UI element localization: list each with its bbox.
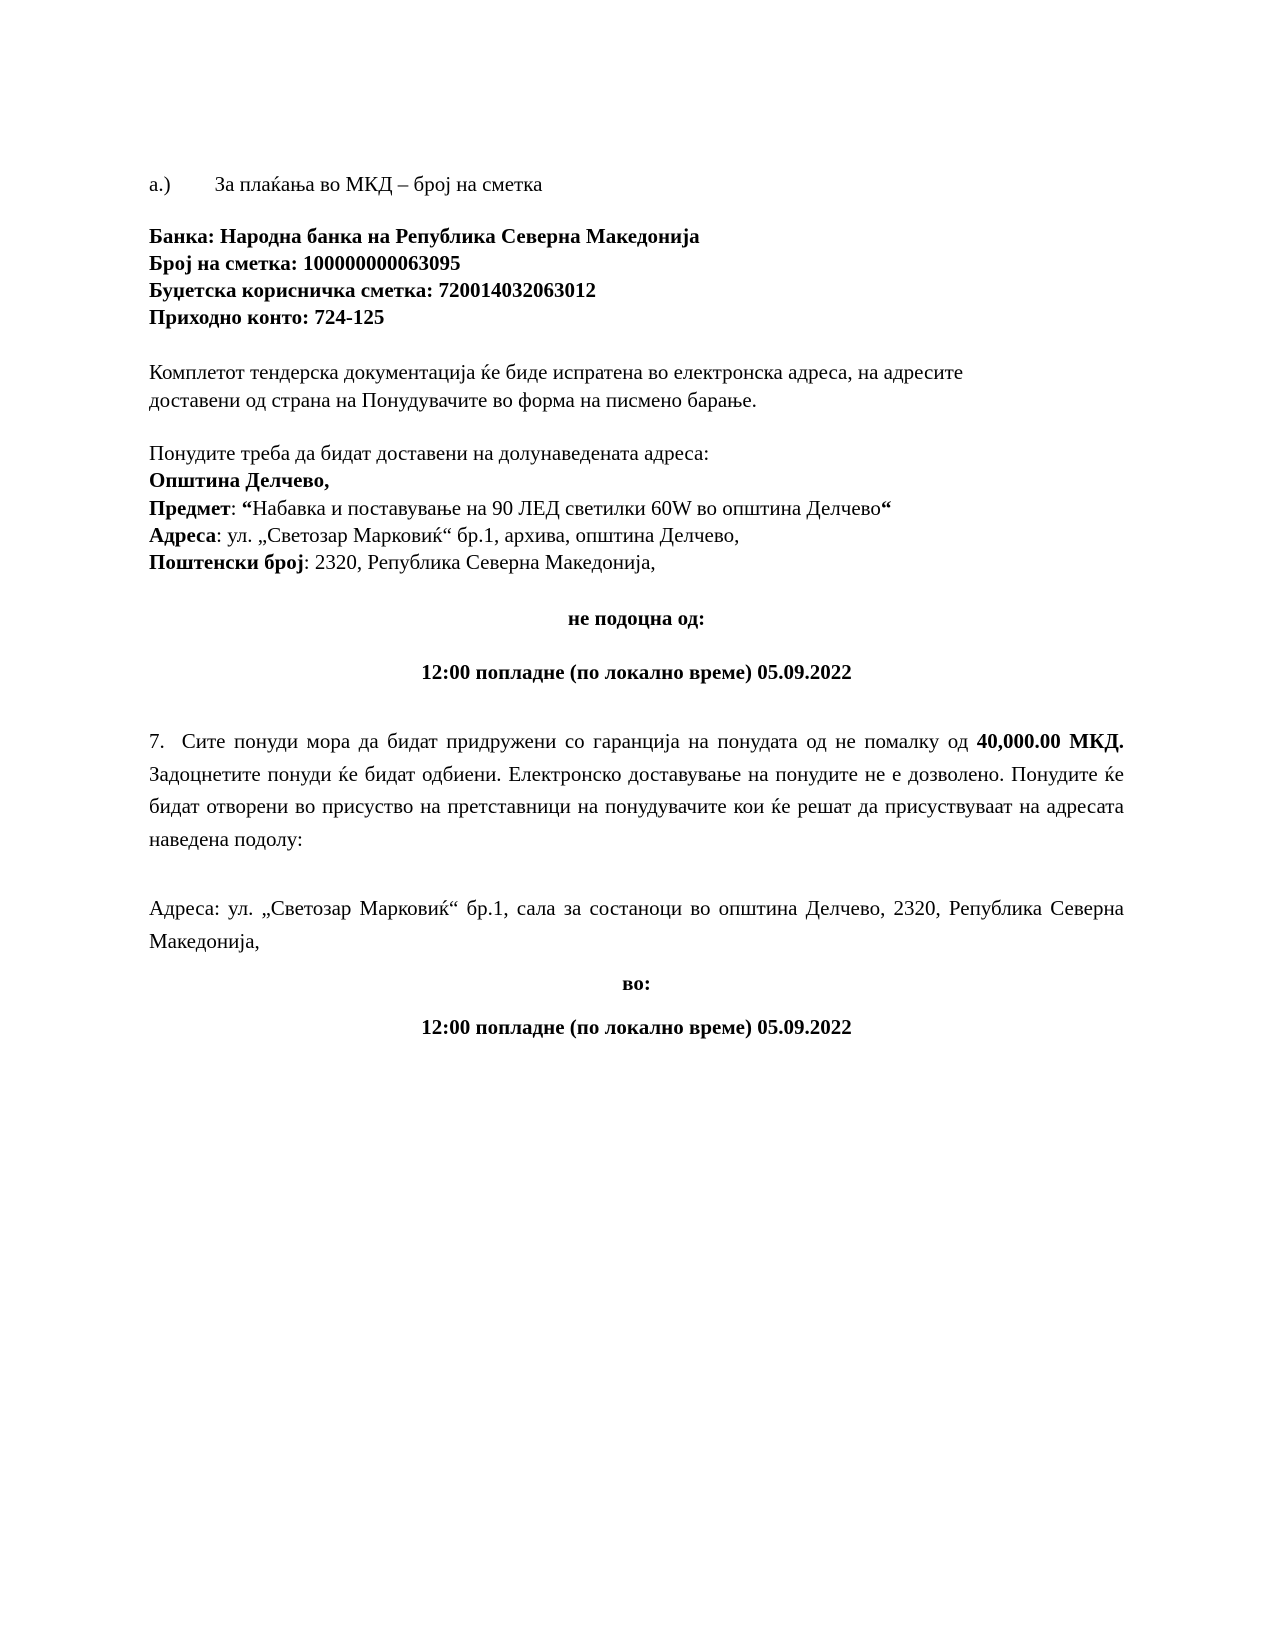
section-7-text-2: Задоцнетите понуди ќе бидат одбиени. Електронско доставување на понудите не е дозволено. Понудите ќе бидат отворени во присуство на претставници на понудувачите кои ќе решат да присуствуваат на адресата наведена подолу: — [149, 761, 1124, 851]
payment-item-text: За плаќања во МКД – број на сметка — [214, 172, 543, 196]
delivery-intro: Понудите треба да бидат доставени на долунаведената адреса: — [149, 441, 710, 465]
budget-account-line: Буџетска корисничка сметка: 720014032063012 — [149, 278, 596, 302]
subject-sep: : — [230, 496, 242, 520]
tender-doc-line-2: доставени од страна на Понудувачите во форма на писмено барање. — [149, 388, 757, 412]
postal-text: : 2320, Република Северна Македонија, — [303, 550, 656, 574]
section-7-number: 7. — [149, 729, 165, 753]
revenue-account-line: Приходно конто: 724-125 — [149, 305, 385, 329]
deadline-datetime: 12:00 попладне (по локално време) 05.09.2022 — [421, 660, 852, 684]
address-label: Адреса — [149, 523, 217, 547]
section-7-text-1: Сите понуди мора да бидат придружени со гаранција на понудата од не помалку од — [181, 729, 969, 753]
tender-doc-line-1: Комплетот тендерска документација ќе биде испратена во електронска адреса, на адресите — [149, 360, 964, 384]
account-number-line: Број на сметка: 100000000063095 — [149, 251, 461, 275]
payment-item-marker: a.) — [149, 172, 171, 196]
opening-address: Адреса: ул. „Светозар Марковиќ“ бр.1, сала за состаноци во општина Делчево, 2320, Република Северна Македонија, — [149, 896, 1124, 953]
postal-label: Поштенски број — [149, 550, 304, 574]
municipality-name: Општина Делчево, — [149, 468, 330, 492]
subject-label: Предмет — [149, 496, 231, 520]
subject-line — [149, 494, 891, 522]
guarantee-amount: 40,000.00 МКД. — [976, 729, 1125, 753]
payment-item — [149, 170, 542, 198]
subject-close-quote: “ — [880, 496, 892, 520]
subject-text: Набавка и поставување на 90 ЛЕД светилки 60W во општина Делчево — [252, 496, 881, 520]
subject-open-quote: “ — [241, 496, 253, 520]
opening-datetime: 12:00 попладне (по локално време) 05.09.2022 — [421, 1015, 852, 1039]
postal-line — [149, 548, 656, 576]
section-7-paragraph — [149, 725, 1124, 855]
deadline-label: не подоцна од: — [567, 606, 706, 630]
address-text: : ул. „Светозар Марковиќ“ бр.1, архива, општина Делчево, — [216, 523, 740, 547]
opening-label: во: — [622, 971, 651, 995]
bank-name-line: Банка: Народна банка на Република Северна Македонија — [149, 224, 700, 248]
address-line — [149, 521, 739, 549]
